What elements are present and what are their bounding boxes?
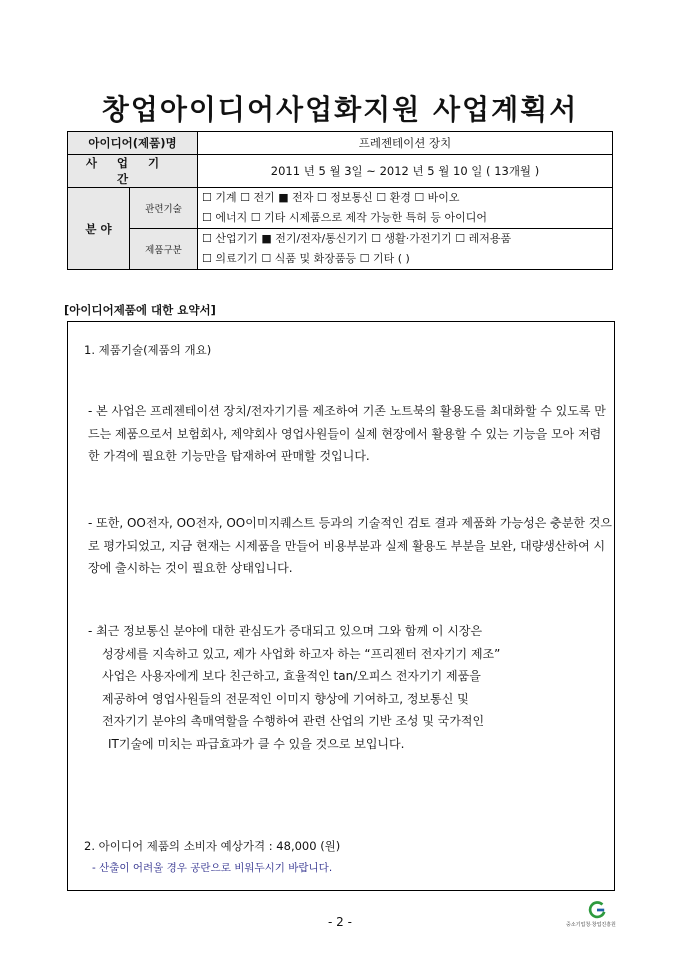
section1-heading: 1. 제품기술(제품의 개요) — [84, 343, 212, 357]
paragraph-3-line: 사업은 사용자에게 보다 친근하고, 효율적인 tan/오피스 전자기기 제품을 — [102, 669, 481, 683]
tech-label: 관련기술 — [130, 188, 198, 229]
paragraph-3 — [88, 620, 612, 755]
period-value: 2011 년 5 월 3일 ~ 2012 년 5 월 10 일 ( 13개월 ) — [198, 155, 613, 188]
summary-box — [67, 321, 615, 891]
idea-name-row — [68, 132, 613, 155]
document-title: 창업아이디어사업화지원 사업계획서 — [101, 93, 579, 126]
agency-logo-icon — [588, 901, 606, 919]
paragraph-2: - 또한, OO전자, OO전자, OO이미지퀘스트 등과의 기술적인 검토 결과 제품화 가능성은 충분한 것으로 평가되었고, 지금 현재는 시제품을 만들어 비용부분과 실제 활용도 부분을 보완, 대량생산하여 시장에 출시하는 것이 필요한 상태입니다. — [88, 516, 612, 575]
paragraph-3-line: 전자기기 분야의 촉매역할을 수행하여 관련 산업의 기반 조성 및 국가적인 — [102, 714, 485, 728]
logo-text: 중소기업청·창업진흥원 — [566, 922, 616, 928]
product-options-line1: ☐ 산업기기 ■ 전기/전자/통신기기 ☐ 생활·가전기기 ☐ 레저용품 — [202, 232, 512, 245]
summary-heading: [아이디어제품에 대한 요약서] — [64, 303, 216, 317]
tech-row — [68, 188, 613, 229]
footer-logo — [566, 901, 614, 929]
price-note: - 산출이 어려울 경우 공란으로 비워두시기 바랍니다. — [92, 862, 333, 874]
idea-name-value: 프레젠테이션 장치 — [198, 132, 613, 155]
period-label: 사업기간 — [68, 155, 198, 188]
product-label: 제품구분 — [130, 229, 198, 270]
page-number: - 2 - — [328, 915, 352, 929]
paragraph-1: - 본 사업은 프레젠테이션 장치/전자기기를 제조하여 기존 노트북의 활용도를 최대화할 수 있도록 만드는 제품으로서 보험회사, 제약회사 영업사원들이 실제 현장에서 활용할 수 있는 기능을 모아 저렴한 가격에 필요한 기능만을 탑재하여 판매할 것입니다. — [88, 404, 606, 463]
period-row — [68, 155, 613, 188]
tech-options — [198, 188, 613, 229]
paragraph-3-line: 성장세를 지속하고 있고, 제가 사업화 하고자 하는 “프리젠터 전자기기 제조” — [102, 646, 501, 661]
idea-name-label: 아이디어(제품)명 — [68, 132, 198, 155]
paragraph-3-line: IT기술에 미치는 파급효과가 클 수 있을 것으로 보입니다. — [108, 736, 405, 751]
product-row — [68, 229, 613, 270]
tech-options-line2: ☐ 에너지 ☐ 기타 시제품으로 제작 가능한 특허 등 아이디어 — [202, 211, 487, 224]
field-label: 분 야 — [68, 188, 130, 270]
section2-price: 2. 아이디어 제품의 소비자 예상가격 : 48,000 (원) — [84, 839, 341, 853]
paragraph-3-line: - 최근 정보통신 분야에 대한 관심도가 증대되고 있으며 그와 함께 이 시장은 — [88, 624, 483, 638]
paragraph-3-line: 제공하여 영업사원들의 전문적인 이미지 향상에 기여하고, 정보통신 및 — [102, 691, 469, 706]
product-options-line2: ☐ 의료기기 ☐ 식품 및 화장품등 ☐ 기타 ( ) — [202, 252, 410, 265]
tech-options-line1: ☐ 기계 ☐ 전기 ■ 전자 ☐ 정보통신 ☐ 환경 ☐ 바이오 — [202, 191, 460, 204]
product-options — [198, 229, 613, 270]
info-table — [67, 131, 613, 270]
